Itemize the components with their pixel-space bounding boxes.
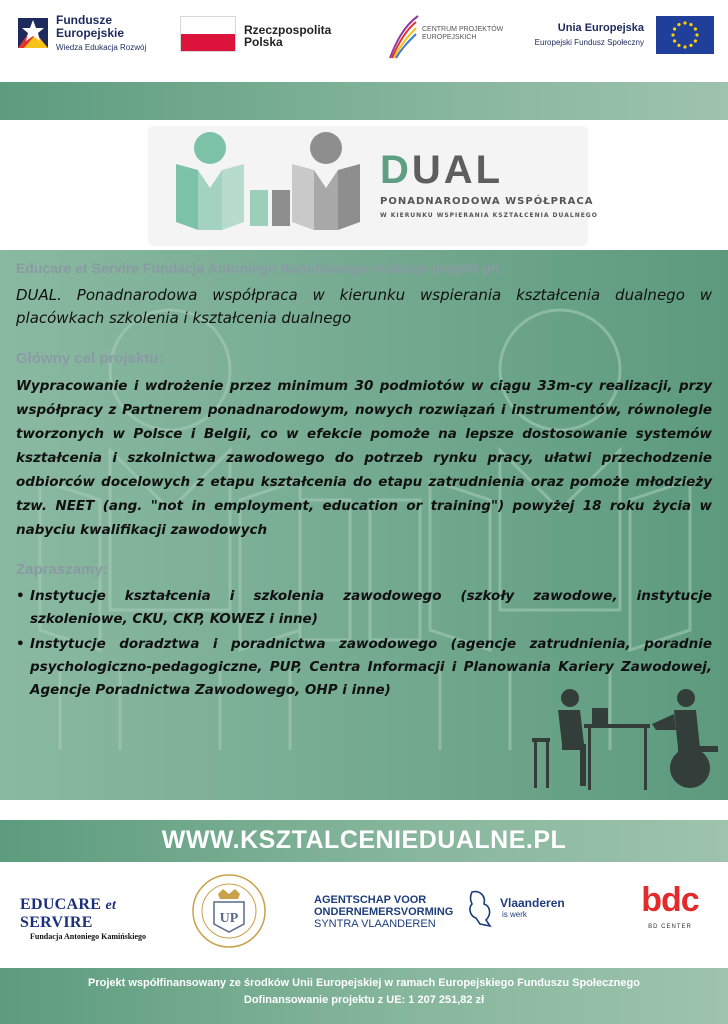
syntra-line2: ONDERNEMERSVORMING (314, 906, 454, 918)
reading-people-logo-icon (168, 130, 368, 240)
bd-center-logo (628, 880, 712, 936)
uniwersytet-pedagogiczny-seal-icon (190, 872, 268, 950)
up-seal-letters: UP (219, 911, 239, 926)
syntra-line1: AGENTSCHAP VOOR (314, 894, 427, 906)
footer-line1: Projekt współfinansowany ze środków Unii Europejskiej w ramach Europejskiego Funduszu Społecznego (88, 977, 640, 989)
fe-line2: Europejskie (56, 26, 125, 40)
flemish-lion-icon (466, 888, 496, 928)
dual-title-rest: UAL (411, 148, 504, 192)
educare-subtitle: Fundacja Antoniego Kamińskiego (30, 932, 147, 941)
vlaanderen-tagline: is werk (502, 910, 527, 919)
rp-line1: Rzeczpospolita (244, 23, 332, 37)
fe-line1: Fundusze (56, 13, 112, 27)
polish-flag-icon (180, 16, 236, 52)
ue-line2: Europejski Fundusz Społeczny (534, 38, 644, 47)
centrum-projektow-logo (386, 12, 516, 62)
goal-heading: Główny cel projektu: (16, 350, 164, 367)
cpe-line2: EUROPEJSKICH (422, 34, 477, 41)
rp-line2: Polska (244, 35, 283, 49)
bdc-letters: bdc (641, 881, 699, 919)
dual-subtitle-1: PONADNARODOWA WSPÓŁPRACA (380, 196, 594, 207)
top-green-band (0, 82, 728, 120)
invite-bullet-1: • Instytucje kształcenia i szkolenia zawodowego (szkoły zawodowe, instytucje szkoleniowe, CKU, CKP, KOWEZ i inne) (16, 585, 712, 631)
unia-europejska-logo (530, 16, 720, 56)
fundusze-europejskie-logo (14, 12, 164, 68)
educare-et: et (105, 898, 117, 913)
dual-subtitle-2: W KIERUNKU WSPIERANIA KSZTAŁCENIA DUALNEGO (380, 212, 598, 219)
educare-word: EDUCARE (20, 896, 102, 913)
cpe-swirl-icon (386, 12, 420, 62)
footer-line2: Dofinansowanie projektu z UE: 1 207 251,82 zł (243, 994, 485, 1006)
servire-word: SERVIRE (20, 914, 93, 931)
fe-star-icon (14, 14, 52, 52)
invite-heading: Zapraszamy: (16, 561, 108, 578)
website-link[interactable]: WWW.KSZTALCENIEDUALNE.PL (161, 826, 567, 854)
dual-header-panel (0, 120, 728, 250)
syntra-vlaanderen-logo (314, 894, 464, 931)
cpe-line1: CENTRUM PROJEKTÓW (422, 26, 504, 33)
bdc-name: BD CENTER (648, 924, 692, 930)
invite-bullet-2: • Instytucje doradztwa i poradnictwa zawodowego (agencje zatrudnienia, poradnie psychologiczno-pedagogiczne, PUP, Centra Informacji i Planowania Kariery Zawodowej, Agencje Poradnictwa Zawodowego, OHP i inne) (16, 633, 712, 702)
goal-paragraph: Wypracowanie i wdrożenie przez minimum 30 podmiotów w ciągu 33m-cy realizacji, przy współpracy z Partnerem ponadnarodowym, nowych rozwiązań i instrumentów, równolegle tworzonych w Polsce i Belgii, co w efekcie pomoże na lepsze dostosowanie systemów kształcenia i szkolnictwa zawodowego do potrzeb rynku pracy, ułatwi przechodzenie odbiorców docelowych z etapu kształcenia do etapu zatrudnienia oraz pomoże młodzieży tzw. NEET (ang. "not in employment, education or training") powyżej 18 roku życia w nabyciu kwalifikacji zawodowych (16, 378, 712, 538)
lead-project-title: DUAL. Ponadnarodowa współpraca w kierunku wspierania kształcenia dualnego w placówkach szkolenia i kształcenia dualnego (16, 286, 712, 327)
rzeczpospolita-logo (180, 16, 360, 60)
lead-intro-grey: Educare et Servire Fundacja Antoniego Kamińskiego realizuje projekt pn. (16, 260, 504, 276)
ue-line1: Unia Europejska (557, 22, 644, 34)
eu-flag-icon (656, 16, 714, 54)
syntra-line3: SYNTRA VLAANDEREN (314, 918, 436, 930)
dual-title-d: D (380, 148, 412, 192)
vlaanderen-word: Vlaanderen (500, 896, 565, 910)
educare-et-servire-logo (20, 896, 160, 941)
vlaanderen-logo (466, 888, 586, 928)
top-logo-bar (0, 0, 728, 82)
fe-line3: Wiedza Edukacja Rozwój (56, 43, 147, 52)
people-working-silhouette-icon (528, 686, 720, 792)
dual-title (380, 148, 503, 193)
